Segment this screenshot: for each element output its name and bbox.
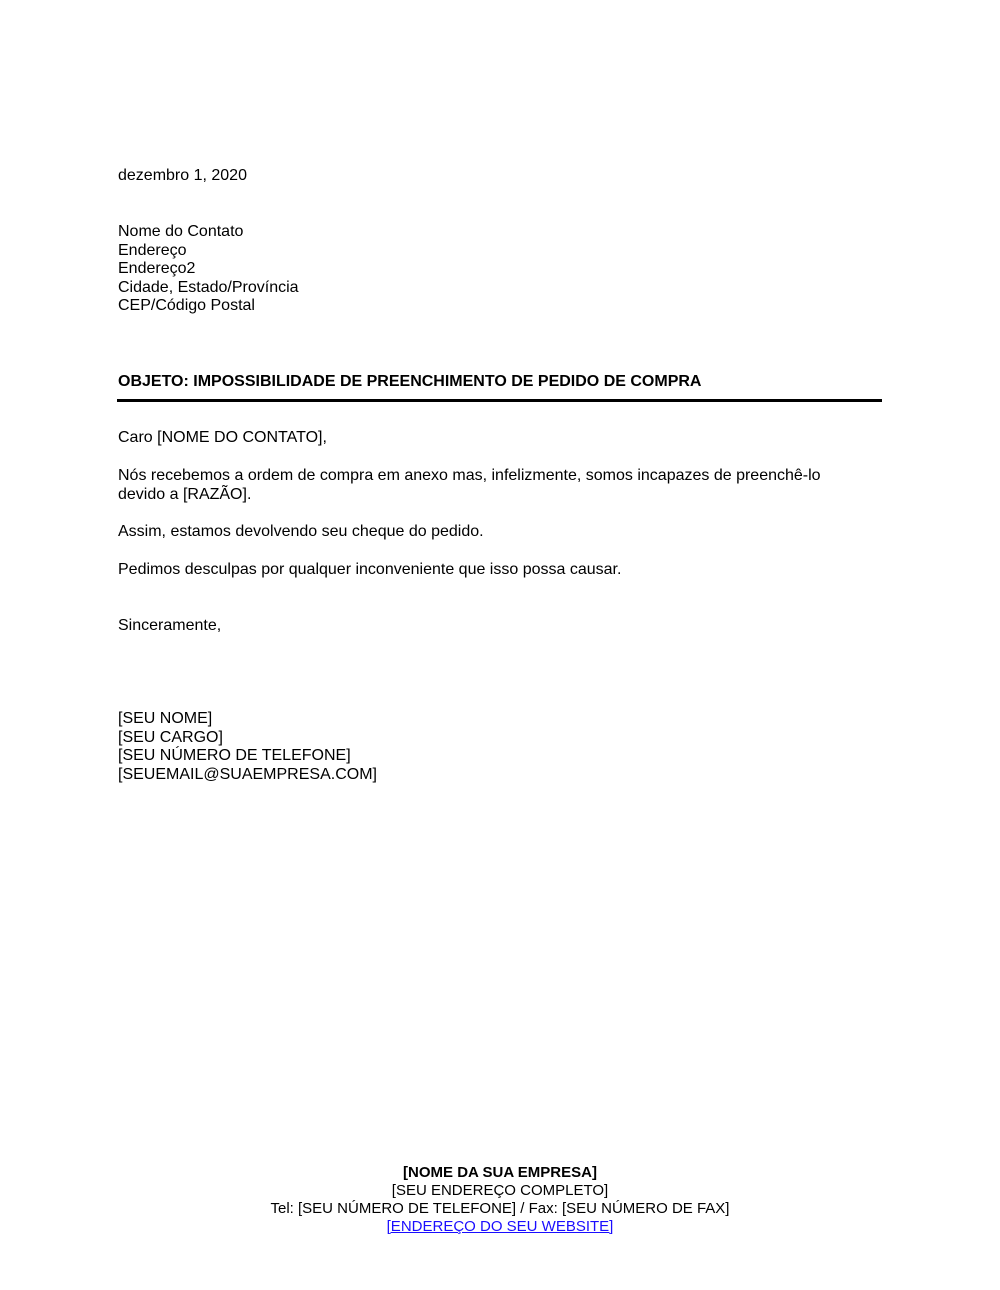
letterhead-footer — [0, 1164, 1000, 1236]
salutation: Caro [NOME DO CONTATO], — [118, 429, 327, 446]
signature-email: [SEUEMAIL@SUAEMPRESA.COM] — [118, 765, 377, 783]
signature-block — [118, 710, 377, 784]
footer-contact: Tel: [SEU NÚMERO DE TELEFONE] / Fax: [SEU NÚMERO DE FAX] — [270, 1200, 730, 1217]
closing: Sinceramente, — [118, 617, 222, 634]
subject-divider — [117, 399, 882, 402]
recipient-postal-code: CEP/Código Postal — [118, 297, 255, 314]
recipient-city-state: Cidade, Estado/Província — [118, 278, 299, 296]
signature-name: [SEU NOME] — [118, 710, 213, 727]
recipient-address-block — [118, 223, 299, 316]
signature-phone: [SEU NÚMERO DE TELEFONE] — [118, 747, 351, 764]
body-paragraph-1-line-1: Nós recebemos a ordem de compra em anexo mas, infelizmente, somos incapazes de preenchê-lo — [118, 467, 821, 484]
letter-date: dezembro 1, 2020 — [118, 167, 247, 184]
recipient-address-line1: Endereço — [118, 241, 187, 259]
footer-address: [SEU ENDEREÇO COMPLETO] — [391, 1182, 609, 1199]
letter-subject: OBJETO: IMPOSSIBILIDADE DE PREENCHIMENTO DE PEDIDO DE COMPRA — [118, 373, 702, 390]
body-paragraph-1 — [118, 467, 821, 504]
body-paragraph-1-line-2: devido a [RAZÃO]. — [118, 485, 252, 503]
body-paragraph-3: Pedimos desculpas por qualquer inconveniente que isso possa causar. — [118, 561, 622, 578]
recipient-name: Nome do Contato — [118, 223, 244, 240]
signature-title: [SEU CARGO] — [118, 728, 223, 746]
footer-website-link[interactable]: [ENDEREÇO DO SEU WEBSITE] — [386, 1218, 614, 1235]
body-paragraph-2: Assim, estamos devolvendo seu cheque do pedido. — [118, 523, 484, 540]
recipient-address-line2: Endereço2 — [118, 260, 196, 277]
footer-company-name: [NOME DA SUA EMPRESA] — [403, 1164, 597, 1181]
